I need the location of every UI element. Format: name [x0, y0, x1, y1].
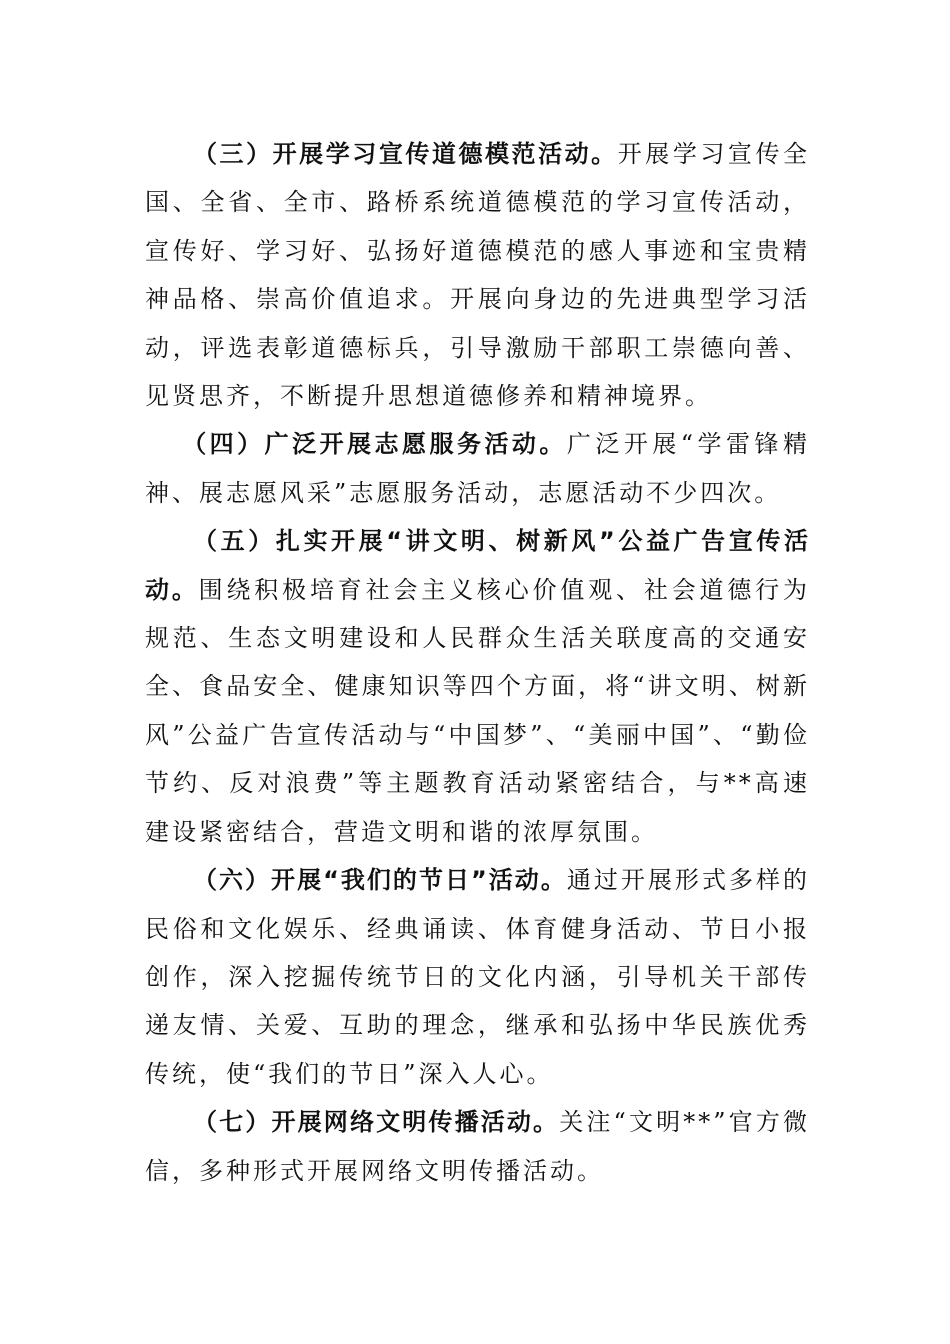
paragraph-7 — [145, 1098, 810, 1195]
paragraph-4-heading: （四）广泛开展志愿服务活动。 — [182, 430, 567, 459]
paragraph-6 — [145, 856, 810, 1098]
paragraph-3 — [145, 130, 810, 420]
paragraph-7-body: 关注“文明**”官方微信，多种形式开展网络文明传播活动。 — [145, 1108, 810, 1185]
paragraph-6-body: 通过开展形式多样的民俗和文化娱乐、经典诵读、体育健身活动、节日小报创作，深入挖掘传统节日的文化内涵，引导机关干部传递友情、关爱、互助的理念，继承和弘扬中华民族优秀传统，使“我们的节日”深入人心。 — [145, 866, 811, 1088]
paragraph-6-heading: （六）开展“我们的节日”活动。 — [193, 866, 567, 895]
paragraph-5-body: 围绕积极培育社会主义核心价值观、社会道德行为规范、生态文明建设和人民群众生活关联度高的交通安全、食品安全、健康知识等四个方面，将“讲文明、树新风”公益广告宣传活动与“中国梦”、“美丽中国”、“勤俭节约、反对浪费”等主题教育活动紧密结合，与**高速建设紧密结合，营造文明和谐的浓厚氛围。 — [145, 575, 811, 846]
paragraph-5 — [145, 517, 810, 856]
paragraph-4 — [145, 420, 810, 517]
paragraph-4-body: 广泛开展“学雷锋精神、展志愿风采”志愿服务活动，志愿活动不少四次。 — [145, 430, 810, 507]
paragraph-3-body: 开展学习宣传全国、全省、全市、路桥系统道德模范的学习宣传活动，宣传好、学习好、弘扬好道德模范的感人事迹和宝贵精神品格、崇高价值追求。开展向身边的先进典型学习活动，评选表彰道德标兵，引导激励干部职工崇德向善、见贤思齐，不断提升思想道德修养和精神境界。 — [145, 140, 811, 411]
paragraph-5-heading: （五）扎实开展“讲文明、树新风”公益广告宣传活动。 — [145, 527, 810, 604]
paragraph-3-heading: （三）开展学习宣传道德模范活动。 — [193, 140, 618, 168]
paragraph-7-heading: （七）开展网络文明传播活动。 — [193, 1108, 560, 1137]
document-body — [145, 130, 810, 1195]
